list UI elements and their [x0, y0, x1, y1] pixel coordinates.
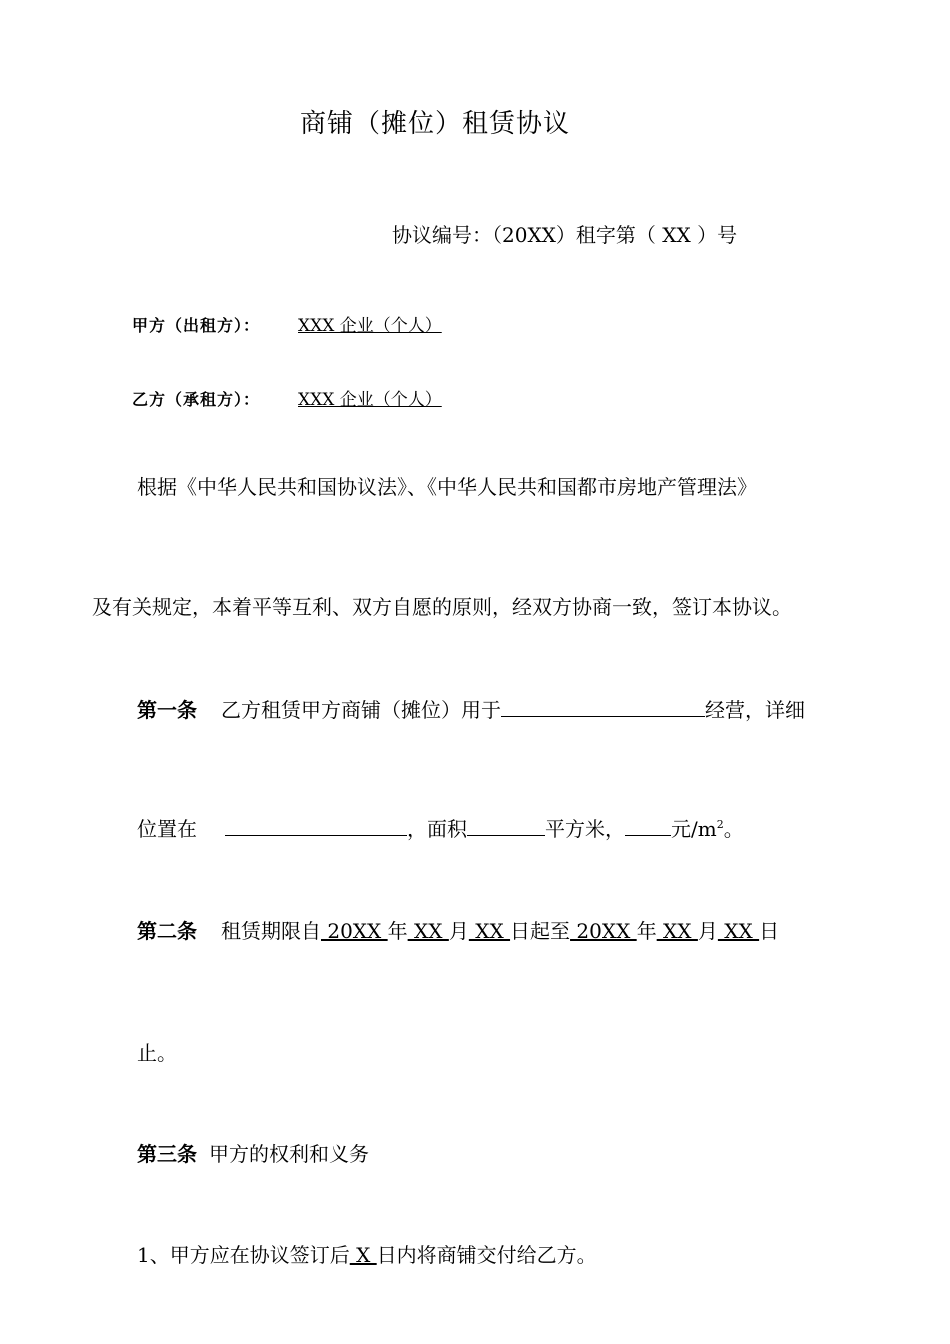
article-1-text-e: 平方米，: [545, 817, 625, 841]
article-1-text-b: 经营，详细: [705, 698, 805, 722]
document-title: 商铺（摊位）租赁协议: [299, 109, 570, 139]
start-day: XX: [468, 919, 511, 943]
article-3-label: 第三条: [137, 1142, 197, 1166]
preamble-line-1: 根据《中华人民共和国协议法》、《中华人民共和国都市房地产管理法》: [137, 475, 757, 499]
day-to: 日起至: [510, 919, 571, 943]
party-a-label: 甲方（出租方）：: [132, 316, 261, 335]
start-month: XX: [407, 919, 449, 943]
price-unit-end: 。: [723, 817, 744, 841]
party-b-label: 乙方（承租方）：: [132, 390, 261, 409]
agreement-number: 协议编号：（20XX）租字第（ XX ）号: [392, 223, 738, 247]
end-day: XX: [717, 919, 760, 943]
item-1-suffix: 日内将商铺交付给乙方。: [376, 1243, 597, 1267]
party-a-line: [132, 318, 454, 335]
article-1-label: 第一条: [137, 698, 197, 722]
start-year: 20XX: [321, 919, 388, 943]
end-month: XX: [656, 919, 698, 943]
article-3-item-1: [137, 1245, 597, 1265]
start-year-char: 年: [387, 919, 408, 943]
preamble-line-2: 及有关规定，本着平等互利、双方自愿的原则，经双方协商一致，签订本协议。: [92, 595, 792, 619]
price-unit: 元/m: [671, 817, 717, 841]
location-blank: [225, 817, 407, 836]
price-unit-superscript: 2: [716, 818, 724, 831]
business-type-blank: [501, 698, 705, 717]
item-1-days: X: [349, 1243, 377, 1267]
article-2-prefix: 租赁期限自: [221, 919, 321, 943]
party-a-value: XXX 企业（个人）: [298, 316, 442, 336]
article-3-heading: [137, 1144, 369, 1164]
article-2-label: 第二条: [137, 919, 197, 943]
end-year-char: 年: [636, 919, 657, 943]
day-end: 日: [759, 919, 780, 943]
party-b-line: [132, 392, 446, 409]
article-2-line-1: [137, 921, 779, 941]
article-1-text-c: 位置在: [137, 817, 197, 841]
end-year: 20XX: [570, 919, 637, 943]
end-month-char: 月: [697, 919, 718, 943]
party-b-value: XXX 企业（个人）: [298, 390, 442, 410]
start-month-char: 月: [448, 919, 469, 943]
article-1-text-a: 乙方租赁甲方商铺（摊位）用于: [221, 698, 501, 722]
article-2-line-2: 止。: [137, 1041, 177, 1065]
article-3-title: 甲方的权利和义务: [209, 1142, 369, 1166]
article-1-text-d: ，面积: [407, 817, 467, 841]
item-1-prefix: 1、甲方应在协议签订后: [137, 1243, 350, 1267]
article-1-line-1: [137, 698, 805, 720]
article-1-line-2: [137, 817, 744, 839]
price-blank: [625, 817, 671, 836]
area-blank: [467, 817, 545, 836]
